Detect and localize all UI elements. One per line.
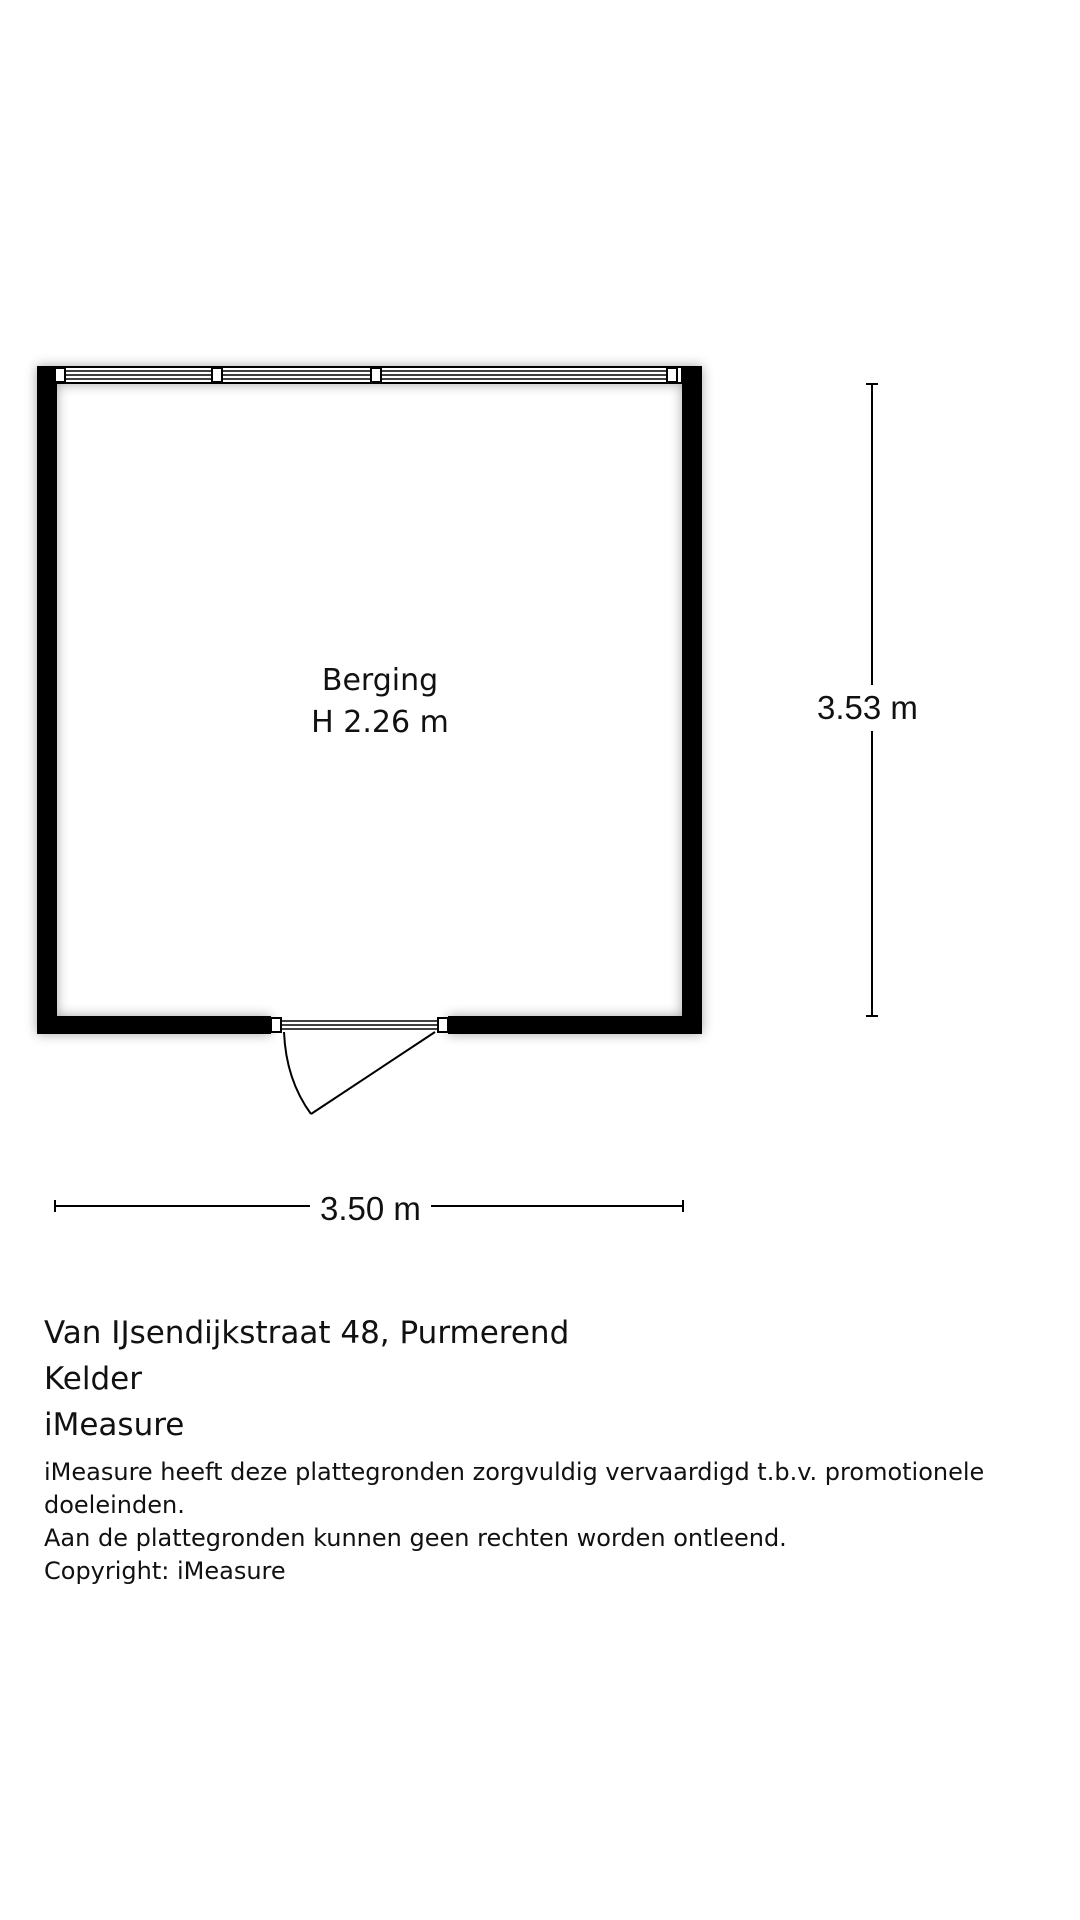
wall-right [682,366,702,1034]
disclaimer-line: Aan de plattegronden kunnen geen rechten worden ontleend. [44,1524,787,1552]
company-name: iMeasure [44,1407,185,1443]
door-swing-arc [284,1032,311,1114]
room-label [260,660,500,744]
disclaimer [44,1456,1080,1588]
door [271,1018,448,1114]
property-info [44,1310,569,1448]
door-leaf [311,1032,435,1114]
room-height: H 2.26 m [311,705,449,740]
wall-left [37,366,57,1034]
dimension-width-label: 3.50 m [310,1190,431,1228]
address: Van IJsendijkstraat 48, Purmerend [44,1315,570,1351]
copyright: Copyright: iMeasure [44,1557,286,1585]
floor-name: Kelder [44,1361,142,1397]
wall-bottom-right [448,1016,702,1034]
window-top [55,368,681,382]
wall-bottom-left [37,1016,271,1034]
room-name: Berging [321,663,439,698]
dimension-depth-label: 3.53 m [815,685,920,731]
disclaimer-line: iMeasure heeft deze plattegronden zorgvuldig vervaardigd t.b.v. promotionele doeleinden. [44,1458,985,1519]
